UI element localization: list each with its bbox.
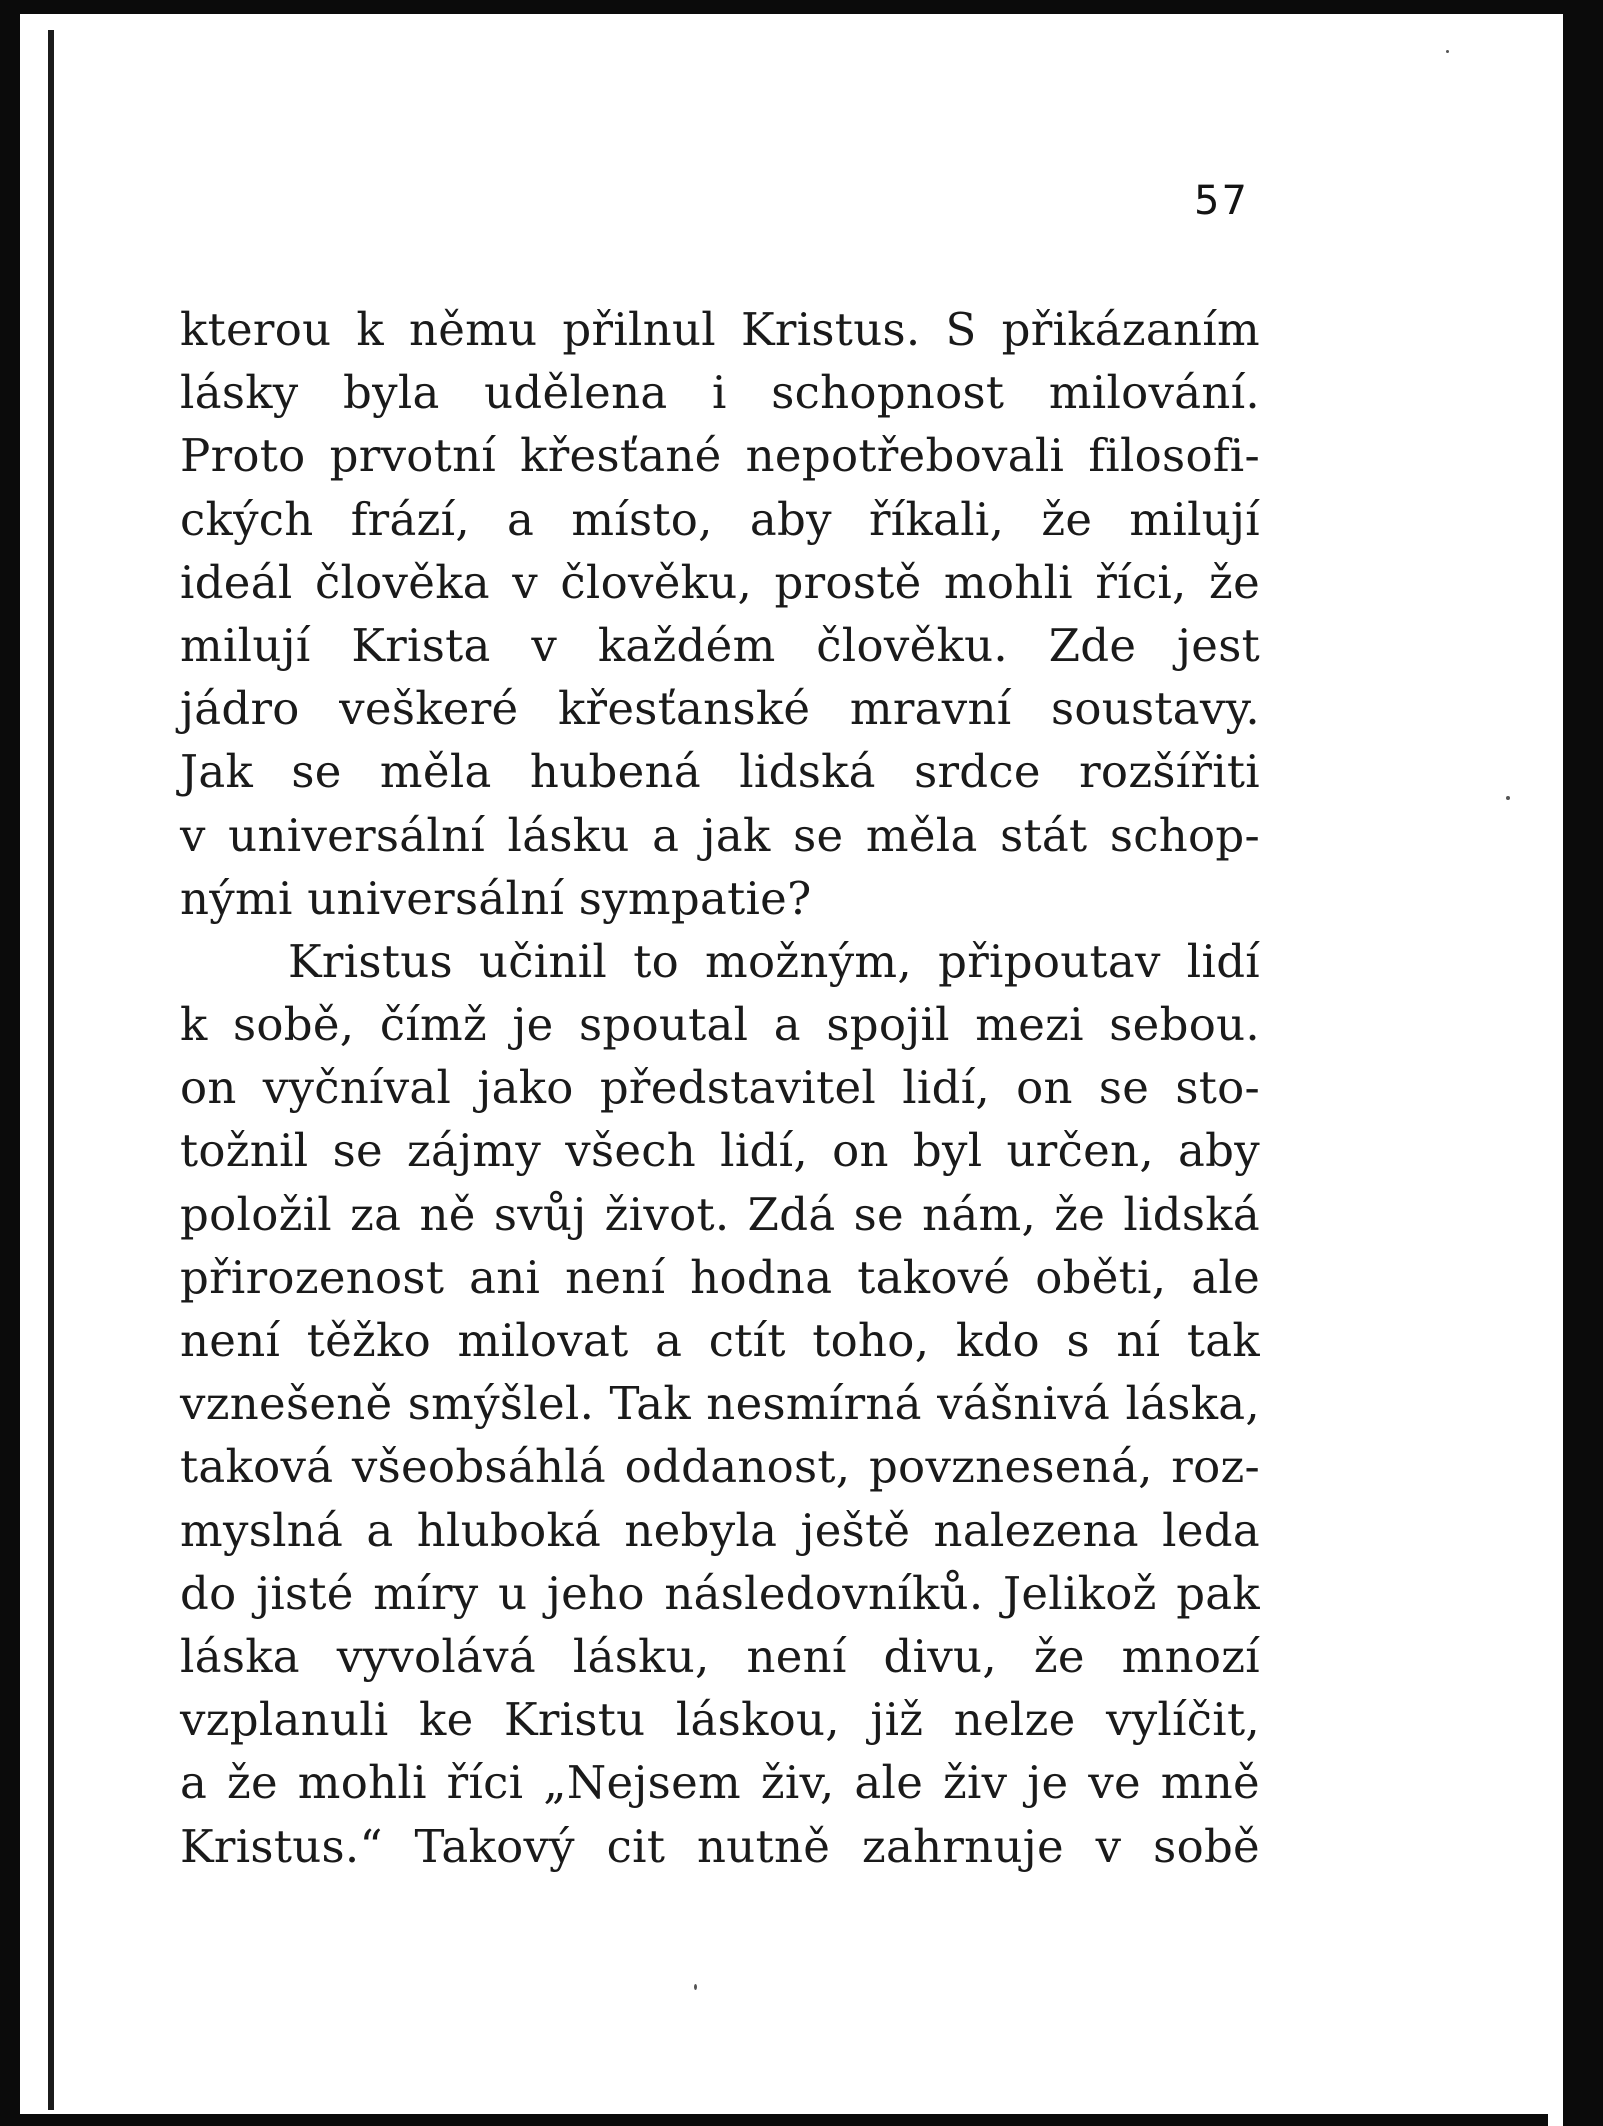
text-line: do jisté míry u jeho následovníků. Jelikož pak [180,1566,1260,1620]
text-line: Kristus.“ Takový cit nutně zahrnuje v sobě [180,1819,1260,1873]
paragraph-end-line: nými universální sympatie? [180,871,812,925]
text-line: Proto prvotní křesťané nepotřebovali filosofi- [180,429,1260,483]
text-line: milují Krista v každém člověku. Zde jest [180,618,1260,672]
text-line: vznešeně smýšlel. Tak nesmírná vášnivá láska, [180,1377,1260,1431]
text-line: kterou k němu přilnul Kristus. S přikázaním [180,303,1260,356]
text-line: myslná a hluboká nebyla ještě nalezena leda [180,1503,1260,1557]
scan-speck [1446,50,1449,53]
text-line: ideál člověka v člověku, prostě mohli říci, že [180,555,1260,609]
scan-speck [1506,796,1510,800]
text-line: tožnil se zájmy všech lidí, on byl určen, aby [180,1124,1260,1178]
text-line: položil za ně svůj život. Zdá se nám, že lidská [180,1187,1260,1241]
scan-border-bottom [0,2114,1603,2126]
text-line: není těžko milovat a ctít toho, kdo s ní tak [180,1314,1260,1367]
paragraph-start-line: Kristus učinil to možným, připoutav lidí [288,934,1260,988]
text-line: Jak se měla hubená lidská srdce rozšířiti [180,745,1260,799]
text-line: ckých frází, a místo, aby říkali, že milují [180,492,1260,546]
scan-border-right-edge [1548,14,1563,2126]
text-line: taková všeobsáhlá oddanost, povznesená, roz- [180,1440,1260,1494]
text-line: vzplanuli ke Kristu láskou, již nelze vylíčit, [180,1693,1260,1747]
text-line: přirozenost ani není hodna takové oběti, ale [180,1250,1260,1304]
text-line: on vyčníval jako představitel lidí, on se sto- [180,1061,1260,1115]
body-text [180,298,1260,1878]
text-line: a že mohli říci „Nejsem živ, ale živ je ve mně [180,1756,1260,1810]
scan-border-right [1563,10,1603,2126]
text-line: láska vyvolává lásku, není divu, že mnozí [180,1629,1260,1683]
text-line: jádro veškeré křesťanské mravní soustavy. [180,682,1260,736]
scan-border-left [0,0,20,2126]
page-number: 57 [1194,178,1249,224]
scan-speck [694,1984,697,1990]
text-line: v universální lásku a jak se měla stát schop- [180,808,1260,862]
scan-border-top [0,0,1603,14]
text-line: lásky byla udělena i schopnost milování. [180,366,1260,420]
text-line: k sobě, čímž je spoutal a spojil mezi sebou. [180,998,1260,1052]
